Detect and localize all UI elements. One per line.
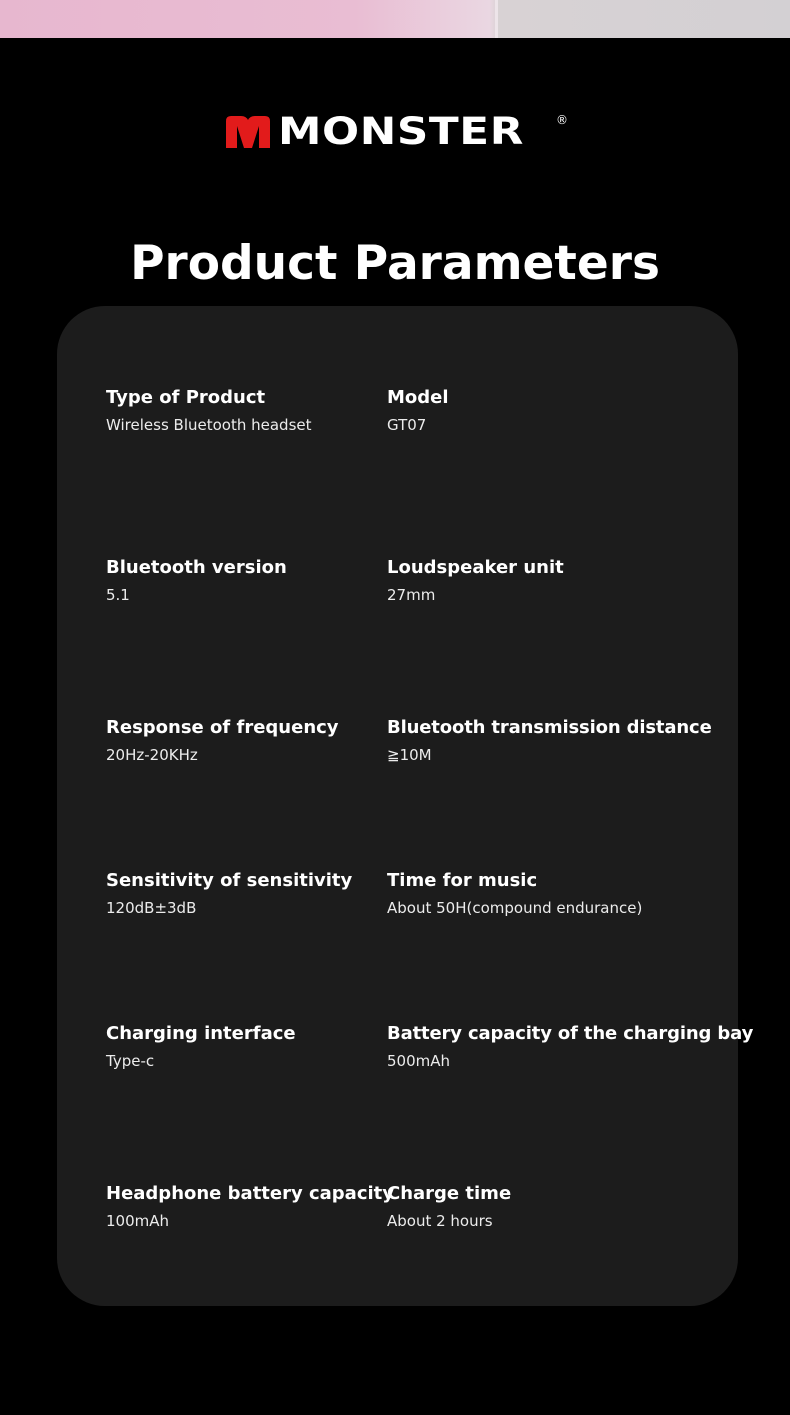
spec-value: ≧10M [387, 746, 432, 764]
spec-value: 120dB±3dB [106, 899, 197, 917]
spec-value: 5.1 [106, 586, 130, 604]
spec-value: About 50H(compound endurance) [387, 899, 643, 917]
brand-wordmark: MONSTER [278, 110, 524, 153]
spec-bluetooth-transmission-distance [387, 716, 717, 765]
registered-mark: ® [556, 113, 568, 127]
spec-value: Type-c [106, 1052, 155, 1070]
product-parameters-card [57, 306, 754, 1306]
spec-label: Response of frequency [106, 717, 339, 738]
page-title: Product Parameters [130, 236, 660, 292]
spec-value: 27mm [387, 586, 436, 604]
spec-label: Bluetooth transmission distance [387, 717, 712, 738]
spec-charging-bay-battery-capacity [387, 1022, 754, 1071]
top-product-image-strip [0, 0, 790, 38]
spec-charge-time [387, 1182, 717, 1231]
spec-label: Loudspeaker unit [387, 557, 564, 578]
spec-label: Model [387, 387, 449, 408]
spec-label: Sensitivity of sensitivity [106, 870, 353, 891]
spec-value: Wireless Bluetooth headset [106, 416, 312, 434]
spec-label: Time for music [387, 870, 538, 891]
image-divider [495, 0, 498, 38]
spec-value: 20Hz-20KHz [106, 746, 198, 764]
spec-value: 100mAh [106, 1212, 170, 1230]
spec-model [387, 386, 717, 435]
spec-label: Charging interface [106, 1023, 296, 1044]
monster-m-logo-mark [226, 116, 270, 148]
spec-value: 500mAh [387, 1052, 451, 1070]
spec-label: Battery capacity of the charging bay [387, 1023, 754, 1044]
spec-loudspeaker-unit [387, 556, 717, 605]
spec-label: Charge time [387, 1183, 512, 1204]
spec-label: Bluetooth version [106, 557, 287, 578]
monster-logo [226, 112, 571, 152]
spec-time-for-music [387, 869, 717, 918]
spec-label: Headphone battery capacity [106, 1183, 395, 1204]
spec-value: GT07 [387, 416, 427, 434]
spec-value: About 2 hours [387, 1212, 493, 1230]
spec-label: Type of Product [106, 387, 266, 408]
